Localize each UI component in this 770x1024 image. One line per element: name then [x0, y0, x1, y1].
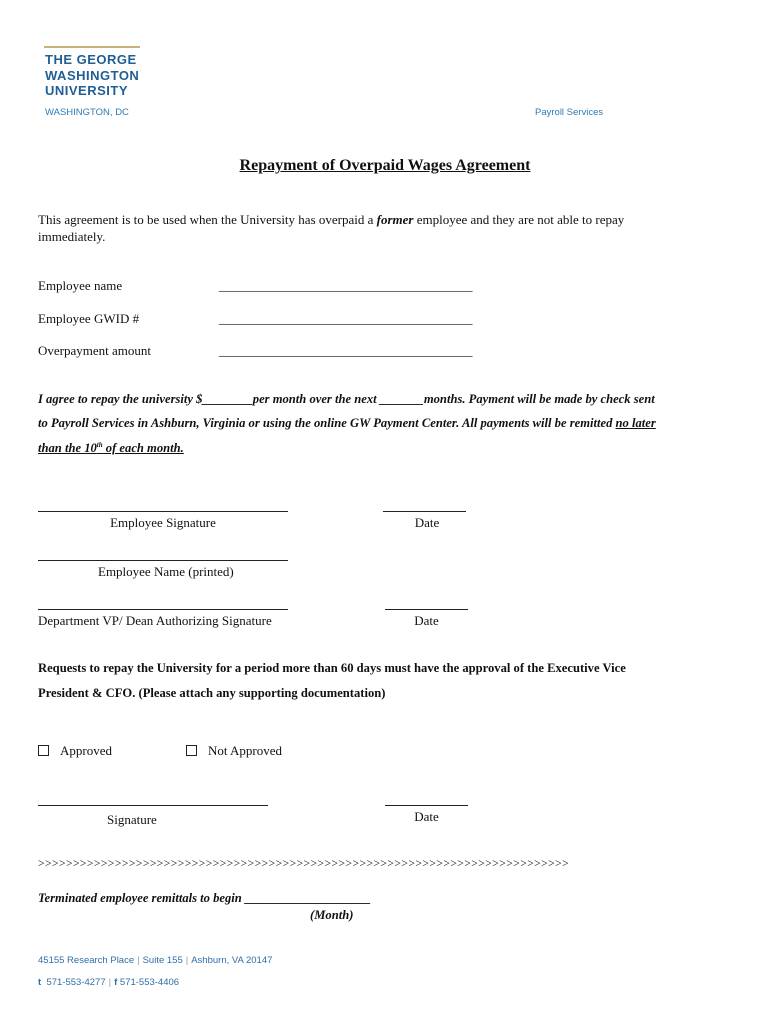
- employee-gwid-label: Employee GWID #: [38, 311, 140, 326]
- footer-contact: [38, 977, 179, 988]
- termination-label: Terminated employee remittals to begin ____________________: [38, 891, 371, 905]
- logo-line-2: WASHINGTON: [45, 68, 140, 83]
- fax-number: 571-553-4406: [119, 977, 180, 988]
- employee-name-field[interactable]: _______________________________________: [219, 278, 473, 293]
- page-title: Repayment of Overpaid Wages Agreement: [239, 157, 531, 174]
- date-line-1[interactable]: [383, 511, 466, 512]
- approval-note-line-2: President & CFO. (Please attach any supporting documentation): [38, 686, 386, 700]
- agreement-line-3a: than the 10: [38, 441, 97, 456]
- date-label-1: Date: [414, 515, 440, 530]
- approved-label: Approved: [60, 743, 112, 758]
- not-approved-label: Not Approved: [208, 743, 283, 758]
- agreement-line-2: [38, 416, 656, 431]
- logo-rule: [44, 46, 140, 48]
- termination-month-label: (Month): [310, 908, 354, 922]
- not-approved-checkbox[interactable]: [186, 745, 197, 756]
- employee-signature-label: Employee Signature: [110, 515, 216, 530]
- employee-name-printed-line[interactable]: [38, 560, 288, 561]
- agreement-line-3: [38, 441, 184, 456]
- department-signature-line[interactable]: [38, 609, 288, 610]
- arrow-divider: >>>>>>>>>>>>>>>>>>>>>>>>>>>>>>>>>>>>>>>>>>>>>>>>>>>>>>>>>>>>>>>>>>>>>>>>>>>>: [38, 857, 570, 870]
- final-date-label: Date: [414, 809, 439, 824]
- approved-checkbox[interactable]: [38, 745, 49, 756]
- intro-line-2: immediately.: [38, 229, 106, 244]
- employee-signature-line[interactable]: [38, 511, 288, 512]
- intro-part-1: This agreement is to be used when the University has overpaid a: [38, 212, 377, 227]
- fax-label: f: [114, 977, 118, 988]
- phone-label: t: [38, 977, 42, 988]
- intro-line-1: [38, 212, 624, 228]
- overpayment-amount-field[interactable]: _______________________________________: [219, 343, 473, 358]
- approval-note-line-1: Requests to repay the University for a period more than 60 days must have the approval of the Executive Vice: [38, 661, 626, 675]
- logo-location: WASHINGTON, DC: [45, 107, 129, 118]
- final-date-line[interactable]: [385, 805, 468, 806]
- date-label-2: Date: [414, 613, 439, 628]
- employee-name-label: Employee name: [38, 278, 123, 293]
- footer-address-1: 45155 Research Place: [38, 955, 135, 966]
- employee-name-printed-label: Employee Name (printed): [98, 564, 234, 579]
- footer-address-2: Suite 155: [142, 955, 183, 966]
- intro-part-2: employee and they are not able to repay: [413, 212, 625, 227]
- employee-gwid-field[interactable]: _______________________________________: [219, 311, 473, 326]
- footer-address: [38, 955, 272, 966]
- final-signature-line[interactable]: [38, 805, 268, 806]
- logo-line-1: THE GEORGE: [45, 52, 137, 67]
- agreement-superscript: th: [96, 441, 103, 449]
- final-signature-label: Signature: [107, 812, 157, 827]
- date-line-2[interactable]: [385, 609, 468, 610]
- footer-separator: |: [185, 955, 189, 966]
- department-name: Payroll Services: [535, 107, 604, 118]
- footer-separator: |: [108, 977, 112, 988]
- overpayment-amount-label: Overpayment amount: [38, 343, 151, 358]
- agreement-line-2a: to Payroll Services in Ashburn, Virginia or using the online GW Payment Center. All payments will be remitted: [38, 416, 616, 430]
- intro-emphasis: former: [376, 212, 414, 227]
- agreement-line-2b: no later: [615, 416, 656, 430]
- footer-address-3: Ashburn, VA 20147: [191, 955, 273, 966]
- footer-separator: |: [137, 955, 140, 966]
- department-signature-label: Department VP/ Dean Authorizing Signature: [38, 613, 272, 628]
- logo-line-3: UNIVERSITY: [45, 83, 129, 98]
- agreement-line-3b: of each month.: [102, 441, 184, 456]
- agreement-line-1: I agree to repay the university $________per month over the next _______months. Payment will be made by check sent: [38, 392, 655, 406]
- phone-number: 571-553-4277: [46, 977, 106, 988]
